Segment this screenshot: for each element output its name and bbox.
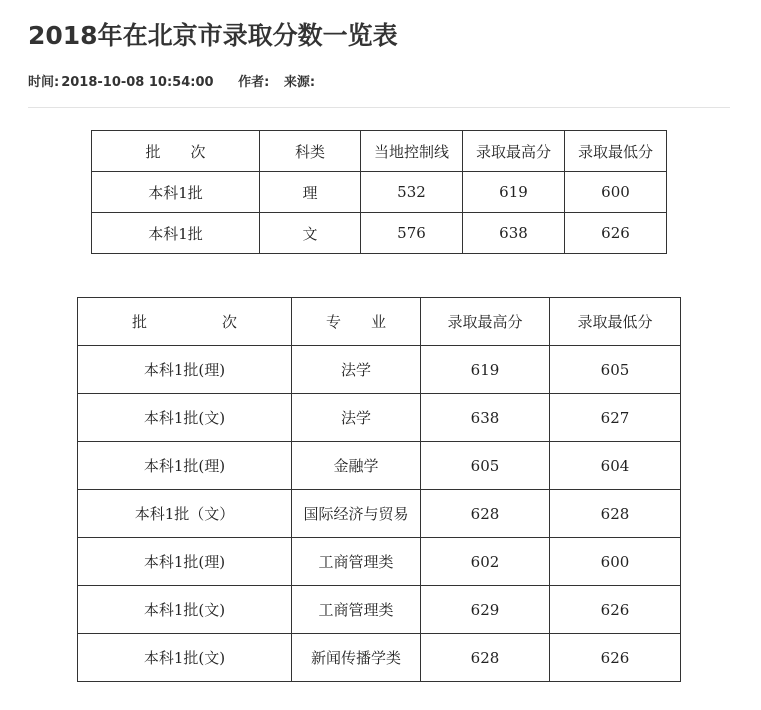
- control-line-table: [91, 130, 667, 254]
- batch-cell: 本科1批(文): [78, 394, 292, 442]
- header-cell: 录取最低分: [550, 298, 681, 346]
- table-header-row: [78, 298, 681, 346]
- time-value: 2018-10-08 10:54:00: [61, 75, 214, 90]
- header-cell: 录取最高分: [421, 298, 550, 346]
- table-row: [92, 172, 667, 213]
- major-cell: 工商管理类: [292, 586, 421, 634]
- category-cell: 文: [260, 213, 361, 254]
- max-score-cell: 605: [421, 442, 550, 490]
- table-row: [78, 490, 681, 538]
- max-score-cell: 602: [421, 538, 550, 586]
- major-cell: 金融学: [292, 442, 421, 490]
- publish-time: [28, 75, 224, 90]
- batch-cell: 本科1批(理): [78, 346, 292, 394]
- table-row: [78, 634, 681, 682]
- major-cell: 新闻传播学类: [292, 634, 421, 682]
- max-score-cell: 619: [421, 346, 550, 394]
- min-score-cell: 626: [565, 213, 667, 254]
- max-score-cell: 629: [421, 586, 550, 634]
- table-row: [78, 394, 681, 442]
- max-score-cell: 619: [463, 172, 565, 213]
- category-cell: 理: [260, 172, 361, 213]
- header-cell: 当地控制线: [361, 131, 463, 172]
- min-score-cell: 604: [550, 442, 681, 490]
- batch-cell: 本科1批（文）: [78, 490, 292, 538]
- header-cell: 录取最低分: [565, 131, 667, 172]
- source-label: 来源:: [283, 75, 316, 90]
- control-line-cell: 576: [361, 213, 463, 254]
- header-cell: 批 次: [78, 298, 292, 346]
- table-row: [78, 346, 681, 394]
- major-cell: 国际经济与贸易: [292, 490, 421, 538]
- control-line-cell: 532: [361, 172, 463, 213]
- table-header-row: [92, 131, 667, 172]
- author-label: 作者:: [238, 75, 270, 90]
- min-score-cell: 600: [550, 538, 681, 586]
- table-row: [78, 442, 681, 490]
- min-score-cell: 628: [550, 490, 681, 538]
- min-score-cell: 626: [550, 586, 681, 634]
- max-score-cell: 638: [463, 213, 565, 254]
- max-score-cell: 628: [421, 490, 550, 538]
- min-score-cell: 626: [550, 634, 681, 682]
- max-score-cell: 638: [421, 394, 550, 442]
- header-cell: 录取最高分: [463, 131, 565, 172]
- major-cell: 工商管理类: [292, 538, 421, 586]
- min-score-cell: 605: [550, 346, 681, 394]
- header-cell: 科类: [260, 131, 361, 172]
- batch-cell: 本科1批(文): [78, 634, 292, 682]
- min-score-cell: 627: [550, 394, 681, 442]
- table-row: [92, 213, 667, 254]
- max-score-cell: 628: [421, 634, 550, 682]
- time-label: 时间:: [28, 75, 60, 90]
- table-row: [78, 538, 681, 586]
- major-cell: 法学: [292, 346, 421, 394]
- header-divider: [28, 107, 730, 108]
- header-cell: 专 业: [292, 298, 421, 346]
- major-score-table: [77, 297, 681, 682]
- batch-cell: 本科1批(理): [78, 442, 292, 490]
- major-cell: 法学: [292, 394, 421, 442]
- batch-cell: 本科1批(理): [78, 538, 292, 586]
- batch-cell: 本科1批(文): [78, 586, 292, 634]
- table-row: [78, 586, 681, 634]
- min-score-cell: 600: [565, 172, 667, 213]
- batch-cell: 本科1批: [92, 172, 260, 213]
- header-cell: 批 次: [92, 131, 260, 172]
- page-title: 2018年在北京市录取分数一览表: [28, 21, 398, 50]
- article-meta: [28, 71, 325, 90]
- batch-cell: 本科1批: [92, 213, 260, 254]
